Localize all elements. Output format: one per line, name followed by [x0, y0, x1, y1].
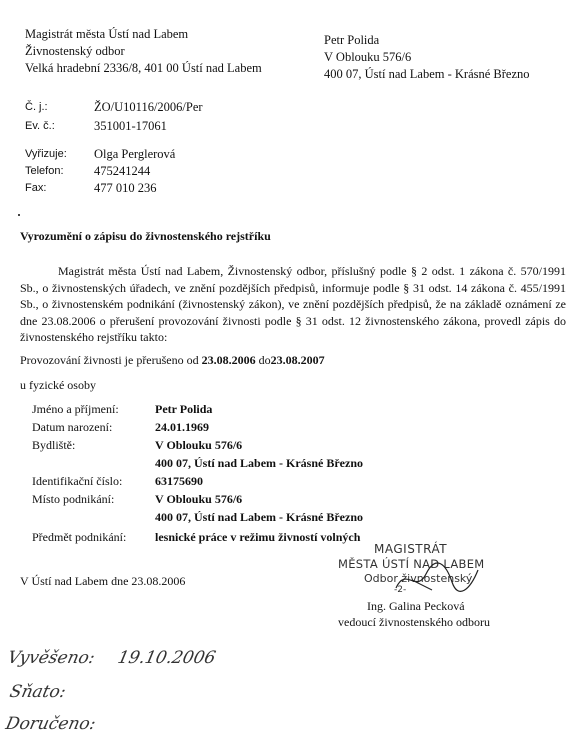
person-id-label: Identifikační číslo: — [32, 474, 123, 488]
person-residence-street: V Oblouku 576/6 — [155, 438, 243, 452]
person-intro: u fyzické osoby — [20, 378, 96, 392]
ref-cj-label: Č. j.: — [25, 101, 48, 113]
interruption-line — [20, 353, 325, 368]
document-heading: Vyrozumění o zápisu do živnostenského rejstříku — [20, 229, 271, 243]
stamp-line2: MĚSTA ÚSTÍ NAD LABEM — [338, 557, 485, 571]
contact-phone-label: Telefon: — [25, 165, 64, 177]
hand-posted-label: Vyvěšeno: — [5, 648, 97, 668]
recipient-street: V Oblouku 576/6 — [324, 50, 412, 64]
sender-line1: Magistrát města Ústí nad Labem — [25, 27, 189, 41]
interruption-mid: do — [258, 353, 271, 367]
contact-phone-value: 475241244 — [94, 164, 151, 178]
sender-line2: Živnostenský odbor — [25, 44, 125, 58]
person-business-label: Místo podnikání: — [32, 492, 115, 506]
body-paragraph: Magistrát města Ústí nad Labem, Živnostenský odbor, příslušný podle § 2 odst. 1 zákona č. 570/1991 Sb., o živnostenských úřadech, ve znění pozdějších předpisů, informuje podle § 31 odst. 14 zákona č. 455/1991 Sb., o živnostenském podnikání (živnostenský zákon), ve znění pozdějších předpisů, že na základě oznámení ze dne 23.08.2006 o přerušení provozování živnosti podle § 31 odst. 12 živnostenského zákona, provedl zápis do živnostenského rejstříku takto: — [20, 264, 566, 344]
contact-fax-label: Fax: — [25, 182, 47, 194]
ref-evc-value: 351001-17061 — [94, 119, 167, 133]
stamp-line3: Odbor živnostenský — [364, 572, 473, 585]
contact-handler-value: Olga Perglerová — [94, 147, 176, 161]
sender-line3: Velká hradební 2336/8, 401 00 Ústí nad Labem — [25, 61, 262, 75]
hand-delivered-label: Doručeno: — [3, 714, 98, 734]
person-dob-value: 24.01.1969 — [155, 420, 209, 434]
interruption-prefix: Provozování živnosti je přerušeno od — [20, 353, 199, 367]
person-business-street: V Oblouku 576/6 — [155, 492, 243, 506]
person-id-value: 63175690 — [155, 474, 203, 488]
place-date: V Ústí nad Labem dne 23.08.2006 — [20, 574, 186, 588]
stamp-line1: MAGISTRÁT — [374, 542, 448, 556]
person-residence-city: 400 07, Ústí nad Labem - Krásné Březno — [155, 456, 363, 470]
contact-fax-value: 477 010 236 — [94, 181, 157, 195]
interruption-to: 23.08.2007 — [270, 353, 325, 367]
person-residence-label: Bydliště: — [32, 438, 76, 452]
interruption-from: 23.08.2006 — [201, 353, 256, 367]
person-business-city: 400 07, Ústí nad Labem - Krásné Březno — [155, 510, 363, 524]
contact-handler-label: Vyřizuje: — [25, 148, 67, 160]
ref-cj-value: ŽO/U10116/2006/Per — [94, 100, 203, 114]
ref-evc-label: Ev. č.: — [25, 120, 55, 132]
person-subject-label: Předmět podnikání: — [32, 530, 127, 544]
hand-line1 — [6, 648, 218, 668]
signatory-name: Ing. Galina Pecková — [367, 599, 465, 613]
person-name-value: Petr Polida — [155, 402, 213, 416]
hand-posted-date: 19.10.2006 — [115, 648, 218, 668]
recipient-city: 400 07, Ústí nad Labem - Krásné Březno — [324, 67, 530, 81]
recipient-name: Petr Polida — [324, 33, 380, 47]
signature-scribble — [392, 560, 482, 596]
stamp-line4: -2- — [394, 585, 407, 595]
signatory-title: vedoucí živnostenského odboru — [338, 615, 490, 629]
hand-removed-label: Sňato: — [7, 682, 68, 702]
person-dob-label: Datum narození: — [32, 420, 113, 434]
person-name-label: Jméno a příjmení: — [32, 402, 119, 416]
person-subject-value: lesnické práce v režimu živností volných — [155, 530, 361, 544]
scan-dot — [18, 214, 20, 216]
